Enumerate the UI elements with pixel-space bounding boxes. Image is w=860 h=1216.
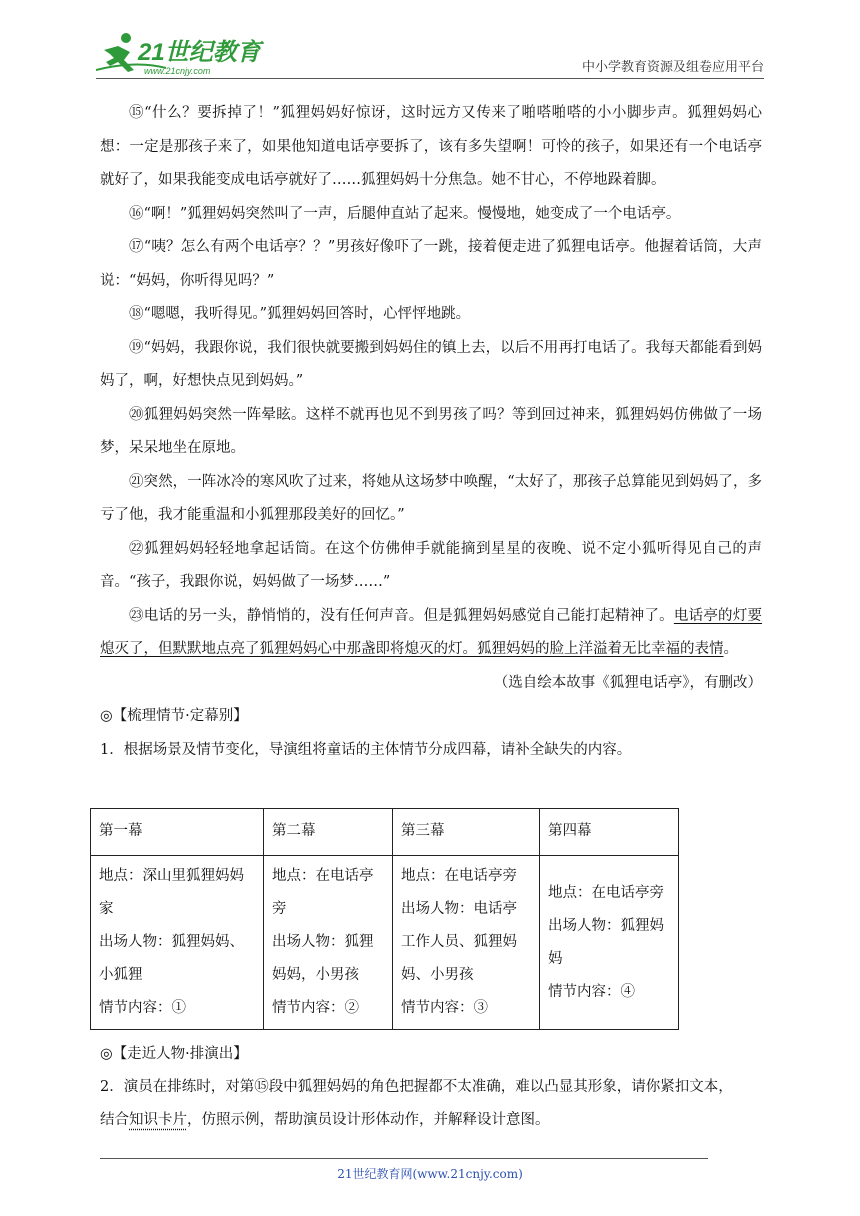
paragraph-21: ㉑突然，一阵冰冷的寒风吹了过来，将她从这场梦中唤醒，“太好了，那孩子总算能见到妈妈了，多亏了他，我才能重温和小狐狸那段美好的回忆。” <box>100 473 762 523</box>
paragraph-19: ⑲“妈妈，我跟你说，我们很快就要搬到妈妈住的镇上去，以后不用再打电话了。我每天都能看到妈妈了，啊，好想快点见到妈妈。” <box>100 339 762 389</box>
acts-table <box>90 808 679 1030</box>
svg-text:www.21cnjy.com: www.21cnjy.com <box>144 66 211 76</box>
knowledge-card-emphasis: 知识卡片 <box>129 1112 187 1128</box>
runner-logo-icon <box>96 30 276 78</box>
footer-divider <box>100 1158 708 1159</box>
question-2: 2．演员在排练时，对第⑮段中狐狸妈妈的角色把握都不太准确，难以凸显其形象，请你紧扣文本， 结合知识卡片，仿照示例，帮助演员设计形体动作，并解释设计意图。 <box>100 1079 733 1128</box>
after-table-content <box>100 1038 762 1137</box>
table-header-act-2: 第二幕 <box>264 809 393 856</box>
paragraph-17: ⑰“咦？怎么有两个电话亭？？”男孩好像吓了一跳，接着便走进了狐狸电话亭。他握着话筒，大声说：“妈妈，你听得见吗？” <box>100 239 762 289</box>
page-header <box>96 30 764 80</box>
section-heading-plot: ◎【梳理情节·定幕别】 <box>100 708 248 724</box>
paragraph-18: ⑱“嗯嗯，我听得见。”狐狸妈妈回答时，心怦怦地跳。 <box>129 306 471 322</box>
table-cell-act-1: 地点：深山里狐狸妈妈家 出场人物：狐狸妈妈、小狐狸 情节内容：① <box>91 856 264 1030</box>
paragraph-16: ⑯“啊！”狐狸妈妈突然叫了一声，后腿伸直站了起来。慢慢地，她变成了一个电话亭。 <box>129 205 681 222</box>
paragraph-15: ⑮“什么？要拆掉了！”狐狸妈妈好惊讶，这时远方又传来了啪嗒啪嗒的小小脚步声。狐狸妈妈心想：一定是那孩子来了，如果他知道电话亭要拆了，该有多失望啊！可怜的孩子，如果还有一个电话亭就好了，如果我能变成电话亭就好了……狐狸妈妈十分焦急。她不甘心，不停地跺着脚。 <box>100 105 762 188</box>
story-source: （选自绘本故事《狐狸电话亭》，有删改） <box>493 674 762 691</box>
svg-text:21世纪教育: 21世纪教育 <box>138 39 261 66</box>
table-cell-act-3: 地点：在电话亭旁 出场人物：电话亭工作人员、狐狸妈妈、小男孩 情节内容：③ <box>393 856 540 1030</box>
site-logo <box>96 30 276 78</box>
table-header-act-3: 第三幕 <box>393 809 540 856</box>
paragraph-20: ⑳狐狸妈妈突然一阵晕眩。这样不就再也见不到男孩了吗？等到回过神来，狐狸妈妈仿佛做了一场梦，呆呆地坐在原地。 <box>100 406 762 456</box>
table-header-act-4: 第四幕 <box>540 809 679 856</box>
table-header-act-1: 第一幕 <box>91 809 264 856</box>
table-cell-act-2: 地点：在电话亭旁 出场人物：狐狸妈妈，小男孩 情节内容：② <box>264 856 393 1030</box>
question-1: 1．根据场景及情节变化，导演组将童话的主体情节分成四幕，请补全缺失的内容。 <box>100 741 632 758</box>
underlined-sentence: 电话亭的灯要熄灭了，但默默地点亮了狐狸妈妈心中那盏即将熄灭的灯。狐狸妈妈的脸上洋溢着无比幸福的表情 <box>100 607 763 657</box>
platform-name: 中小学教育资源及组卷应用平台 <box>581 60 764 75</box>
header-divider <box>96 78 764 79</box>
page-footer: 21世纪教育网(www.21cnjy.com) <box>337 1167 523 1181</box>
table-cell-act-4: 地点：在电话亭旁 出场人物：狐狸妈妈 情节内容：④ <box>540 856 679 1030</box>
section-heading-character: ◎【走近人物·排演出】 <box>100 1046 248 1062</box>
paragraph-23: ㉓电话的另一头，静悄悄的，没有任何声音。但是狐狸妈妈感觉自己能打起精神了。电话亭的灯要熄灭了，但默默地点亮了狐狸妈妈心中那盏即将熄灭的灯。狐狸妈妈的脸上洋溢着无比幸福的表情。 <box>100 607 763 657</box>
story-content <box>100 97 762 767</box>
paragraph-22: ㉒狐狸妈妈轻轻地拿起话筒。在这个仿佛伸手就能摘到星星的夜晚、说不定小狐听得见自己的声音。“孩子，我跟你说，妈妈做了一场梦……” <box>100 540 762 590</box>
